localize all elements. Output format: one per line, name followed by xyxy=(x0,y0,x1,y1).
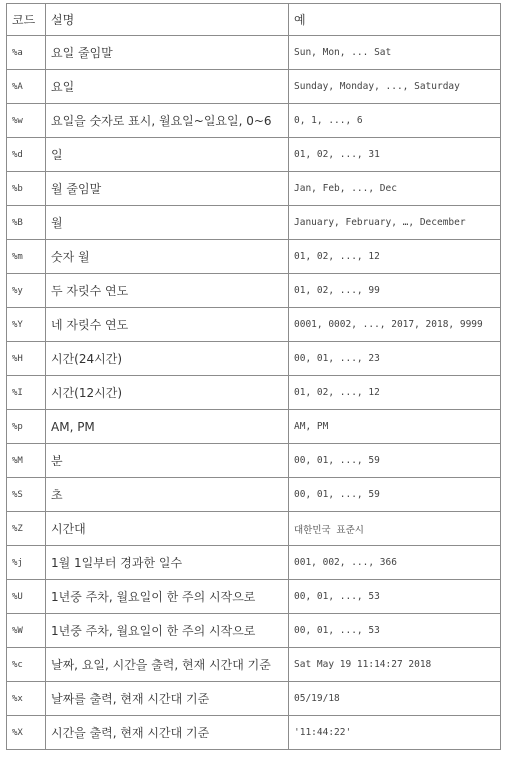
example-cell: '11:44:22' xyxy=(289,716,501,750)
example-cell: 01, 02, ..., 12 xyxy=(289,376,501,410)
example-cell: 01, 02, ..., 12 xyxy=(289,240,501,274)
description-cell: 초 xyxy=(46,478,289,512)
format-code-cell: %x xyxy=(7,682,46,716)
format-code-cell: %a xyxy=(7,36,46,70)
table-row xyxy=(7,138,501,172)
table-row xyxy=(7,70,501,104)
description-cell: AM, PM xyxy=(46,410,289,444)
table-row xyxy=(7,308,501,342)
description-cell: 1년중 주차, 월요일이 한 주의 시작으로 xyxy=(46,614,289,648)
description-cell: 일 xyxy=(46,138,289,172)
description-cell: 숫자 월 xyxy=(46,240,289,274)
format-code-cell: %U xyxy=(7,580,46,614)
table-row xyxy=(7,104,501,138)
example-cell: 대한민국 표준시 xyxy=(289,512,501,546)
description-cell: 분 xyxy=(46,444,289,478)
description-cell: 네 자릿수 연도 xyxy=(46,308,289,342)
table-header-row xyxy=(7,4,501,36)
format-code-cell: %X xyxy=(7,716,46,750)
format-code-cell: %H xyxy=(7,342,46,376)
format-code-cell: %W xyxy=(7,614,46,648)
header-description: 설명 xyxy=(46,4,289,36)
description-cell: 1월 1일부터 경과한 일수 xyxy=(46,546,289,580)
format-code-cell: %j xyxy=(7,546,46,580)
description-cell: 두 자릿수 연도 xyxy=(46,274,289,308)
example-cell: 00, 01, ..., 59 xyxy=(289,444,501,478)
table-row xyxy=(7,410,501,444)
example-cell: January, February, …, December xyxy=(289,206,501,240)
strftime-format-table xyxy=(6,3,501,750)
example-cell: Sat May 19 11:14:27 2018 xyxy=(289,648,501,682)
example-cell: 0001, 0002, ..., 2017, 2018, 9999 xyxy=(289,308,501,342)
example-cell: Sunday, Monday, ..., Saturday xyxy=(289,70,501,104)
format-code-cell: %M xyxy=(7,444,46,478)
example-cell: 001, 002, ..., 366 xyxy=(289,546,501,580)
example-cell: 00, 01, ..., 53 xyxy=(289,614,501,648)
description-cell: 날짜, 요일, 시간을 출력, 현재 시간대 기준 xyxy=(46,648,289,682)
table-row xyxy=(7,580,501,614)
example-cell: 00, 01, ..., 53 xyxy=(289,580,501,614)
format-code-cell: %S xyxy=(7,478,46,512)
table-row xyxy=(7,206,501,240)
table-row xyxy=(7,512,501,546)
table-row xyxy=(7,274,501,308)
header-code: 코드 xyxy=(7,4,46,36)
table-row xyxy=(7,682,501,716)
description-cell: 요일 줄임말 xyxy=(46,36,289,70)
example-cell: 05/19/18 xyxy=(289,682,501,716)
example-cell: Jan, Feb, ..., Dec xyxy=(289,172,501,206)
format-code-cell: %m xyxy=(7,240,46,274)
description-cell: 월 줄임말 xyxy=(46,172,289,206)
format-code-cell: %w xyxy=(7,104,46,138)
example-cell: 01, 02, ..., 99 xyxy=(289,274,501,308)
example-cell: 00, 01, ..., 59 xyxy=(289,478,501,512)
table-row xyxy=(7,444,501,478)
example-cell: Sun, Mon, ... Sat xyxy=(289,36,501,70)
format-code-cell: %c xyxy=(7,648,46,682)
example-cell: 00, 01, ..., 23 xyxy=(289,342,501,376)
table-row xyxy=(7,36,501,70)
table-row xyxy=(7,546,501,580)
format-code-cell: %A xyxy=(7,70,46,104)
description-cell: 날짜를 출력, 현재 시간대 기준 xyxy=(46,682,289,716)
format-code-cell: %Z xyxy=(7,512,46,546)
description-cell: 요일 xyxy=(46,70,289,104)
table-row xyxy=(7,342,501,376)
description-cell: 월 xyxy=(46,206,289,240)
format-code-cell: %y xyxy=(7,274,46,308)
description-cell: 시간을 출력, 현재 시간대 기준 xyxy=(46,716,289,750)
table-row xyxy=(7,716,501,750)
table-row xyxy=(7,376,501,410)
table-row xyxy=(7,172,501,206)
table-row xyxy=(7,648,501,682)
description-cell: 시간(12시간) xyxy=(46,376,289,410)
example-cell: 01, 02, ..., 31 xyxy=(289,138,501,172)
format-code-cell: %b xyxy=(7,172,46,206)
example-cell: 0, 1, ..., 6 xyxy=(289,104,501,138)
format-code-cell: %Y xyxy=(7,308,46,342)
table-row xyxy=(7,614,501,648)
description-cell: 시간대 xyxy=(46,512,289,546)
format-code-cell: %p xyxy=(7,410,46,444)
description-cell: 1년중 주차, 월요일이 한 주의 시작으로 xyxy=(46,580,289,614)
example-cell: AM, PM xyxy=(289,410,501,444)
format-code-cell: %d xyxy=(7,138,46,172)
table-row xyxy=(7,478,501,512)
strftime-table-container xyxy=(6,3,501,750)
description-cell: 요일을 숫자로 표시, 월요일~일요일, 0~6 xyxy=(46,104,289,138)
table-row xyxy=(7,240,501,274)
description-cell: 시간(24시간) xyxy=(46,342,289,376)
table-body xyxy=(7,4,501,750)
format-code-cell: %B xyxy=(7,206,46,240)
format-code-cell: %I xyxy=(7,376,46,410)
header-example: 예 xyxy=(289,4,501,36)
